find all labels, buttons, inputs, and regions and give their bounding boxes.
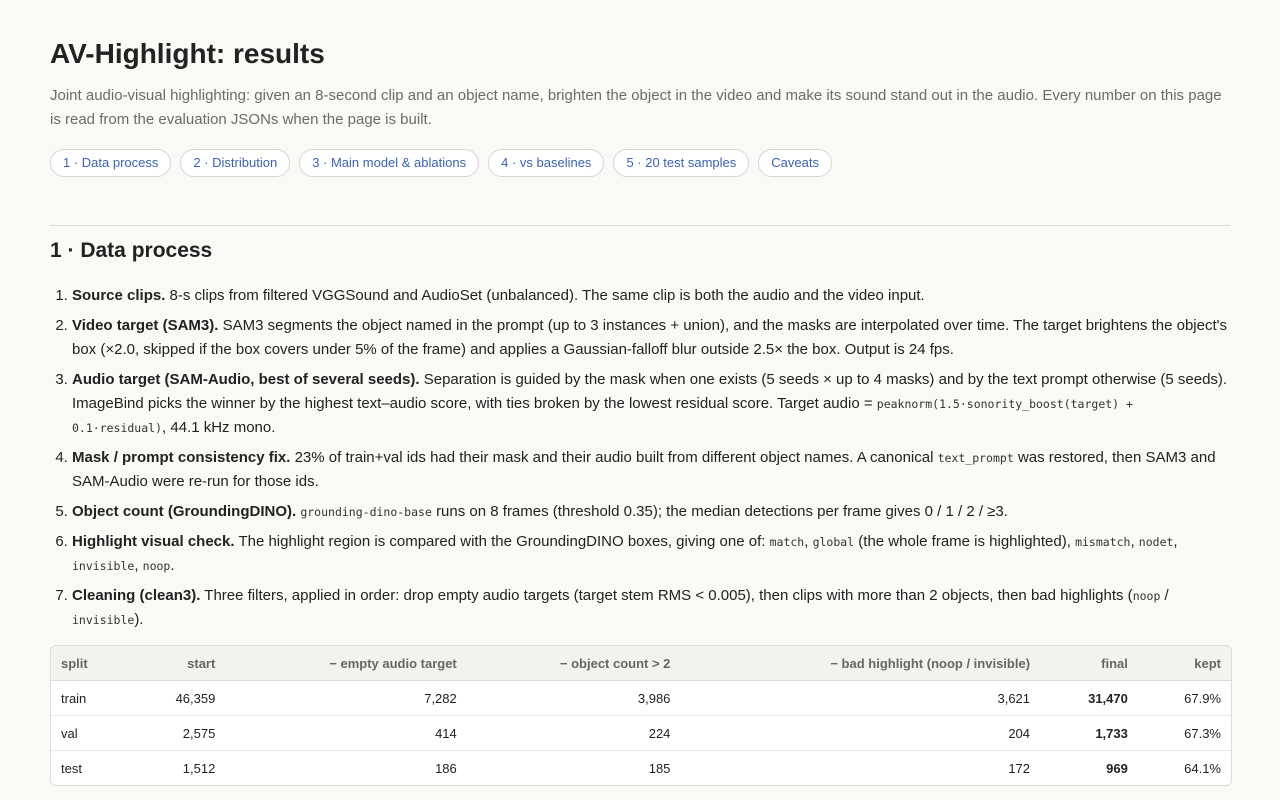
nav-distribution[interactable]: 2 · Distribution	[180, 149, 290, 177]
section-nav	[50, 149, 1230, 177]
cell-start: 2,575	[128, 716, 226, 751]
code-global: global	[812, 535, 855, 549]
step-title: Video target (SAM3).	[72, 317, 219, 334]
code-noop: noop	[1132, 589, 1161, 603]
step-audio-target	[72, 368, 1230, 440]
step-text: ).	[134, 611, 144, 628]
nav-test-samples[interactable]: 5 · 20 test samples	[613, 149, 749, 177]
step-cleaning	[72, 584, 1230, 632]
section-heading-data-process: 1 · Data process	[50, 239, 213, 262]
section-divider	[50, 225, 1230, 226]
cell-bad-highlight: 204	[680, 716, 1040, 751]
cell-bad-highlight: 3,621	[680, 681, 1040, 716]
step-highlight-check: 6. Highlight visual check. The highlight region is compared with the GroundingDINO boxes, giving one of: match, global (the whole frame is highlighted), mismatch, nodet, invisible, noop.	[72, 530, 1230, 578]
col-final: final	[1040, 646, 1138, 681]
separator: /	[1160, 587, 1169, 604]
step-title: Object count (GroundingDINO).	[72, 503, 297, 520]
code-invisible: invisible	[72, 613, 135, 627]
step-text: runs on 8 frames (threshold 0.35); the median detections per frame gives 0 / 1 / 2 / ≥3.	[436, 503, 1008, 520]
step-text: Separation is guided by the mask when one exists (5 seeds × up to 4 masks) and by the text prompt otherwise (5 seeds). ImageBind picks the winner by the highest text–audio score, with ties broken by the lowest residual score. Target audio =	[72, 371, 1228, 412]
code-formula: peaknorm(1.5·sonority_boost(target) + 0.1·residual)	[72, 397, 1133, 435]
table-row	[51, 751, 1231, 786]
step-text: , 44.1 kHz mono.	[162, 419, 276, 436]
code-text-prompt: text_prompt	[937, 451, 1014, 465]
col-bad-highlight: − bad highlight (noop / invisible)	[680, 646, 1040, 681]
cell-kept: 67.3%	[1138, 716, 1231, 751]
step-title: Cleaning (clean3).	[72, 587, 201, 604]
page-title: AV-Highlight: results	[50, 38, 325, 69]
cleaning-table	[50, 645, 1232, 786]
step-text: 23% of train+val ids had their mask and their audio built from different object names. A canonical	[294, 449, 934, 466]
cell-split: test	[61, 760, 82, 776]
cell-bad-highlight: 172	[1008, 760, 1031, 776]
code-nodet: nodet	[1138, 535, 1174, 549]
step-text: (the whole frame is highlighted),	[858, 533, 1071, 550]
cell-object-count: 3,986	[467, 681, 681, 716]
cell-start: 46,359	[128, 681, 226, 716]
cell-empty-audio: 7,282	[225, 681, 466, 716]
col-start: start	[128, 646, 226, 681]
col-object-count: − object count > 2	[467, 646, 681, 681]
step-text: 8-s clips from filtered VGGSound and AudioSet (unbalanced). The same clip is both the audio and the video input.	[169, 287, 925, 304]
cell-empty-audio: 414	[225, 716, 466, 751]
col-split: split	[51, 646, 128, 681]
cell-kept: 67.9%	[1138, 681, 1231, 716]
step-text: The highlight region is compared with the GroundingDINO boxes, giving one of:	[238, 533, 766, 550]
col-empty-audio: − empty audio target	[225, 646, 466, 681]
table-header-row	[51, 646, 1231, 681]
cell-final: 1,733	[1040, 716, 1138, 751]
cell-final: 969	[1106, 760, 1128, 776]
step-text: was restored, then SAM3 and SAM-Audio were re-run for those ids.	[72, 449, 1216, 490]
step-video-target	[72, 314, 1230, 362]
nav-main-model[interactable]: 3 · Main model & ablations	[299, 149, 479, 177]
data-process-steps	[50, 284, 1230, 632]
step-text: Three filters, applied in order: drop empty audio targets (target stem RMS < 0.005), then clips with more than 2 objects, then bad highlights (	[204, 587, 1133, 604]
cell-split: train	[51, 681, 128, 716]
code-invisible: invisible	[72, 559, 135, 573]
cell-final: 31,470	[1040, 681, 1138, 716]
cell-object-count: 185	[648, 760, 671, 776]
table-row	[51, 716, 1231, 751]
cell-object-count: 224	[467, 716, 681, 751]
code-mismatch: mismatch	[1075, 535, 1131, 549]
col-kept: kept	[1138, 646, 1231, 681]
nav-data-process[interactable]: 1 · Data process	[50, 149, 171, 177]
cell-split: val	[51, 716, 128, 751]
nav-caveats[interactable]: Caveats	[758, 149, 832, 177]
cell-empty-audio: 186	[435, 760, 457, 776]
step-title: Source clips.	[72, 287, 166, 304]
cell-kept: 64.1%	[1184, 760, 1221, 776]
step-title: Mask / prompt consistency fix.	[72, 449, 291, 466]
code-model-name: grounding-dino-base	[300, 505, 432, 519]
step-object-count	[72, 500, 1230, 524]
table-row	[51, 681, 1231, 716]
cell-start: 1,512	[182, 760, 216, 776]
step-text: SAM3 segments the object named in the prompt (up to 3 instances + union), and the masks are interpolated over time. The target brightens the object's box (×2.0, skipped if the box covers under 5% of the frame) and applies a Gaussian-falloff blur outside 2.5× the box. Output is 24 fps.	[72, 317, 1227, 358]
step-title: Audio target (SAM-Audio, best of several seeds).	[72, 371, 420, 388]
code-noop: noop	[142, 559, 171, 573]
nav-vs-baselines[interactable]: 4 · vs baselines	[488, 149, 604, 177]
step-source-clips	[72, 284, 1230, 308]
page-description: Joint audio-visual highlighting: given an 8-second clip and an object name, brighten the object in the video and make its sound stand out in the audio. Every number on this page is read from the evaluation JSONs when the page is built.	[50, 87, 1222, 128]
step-consistency-fix	[72, 446, 1230, 494]
code-match: match	[769, 535, 805, 549]
step-title: Highlight visual check.	[72, 533, 235, 550]
